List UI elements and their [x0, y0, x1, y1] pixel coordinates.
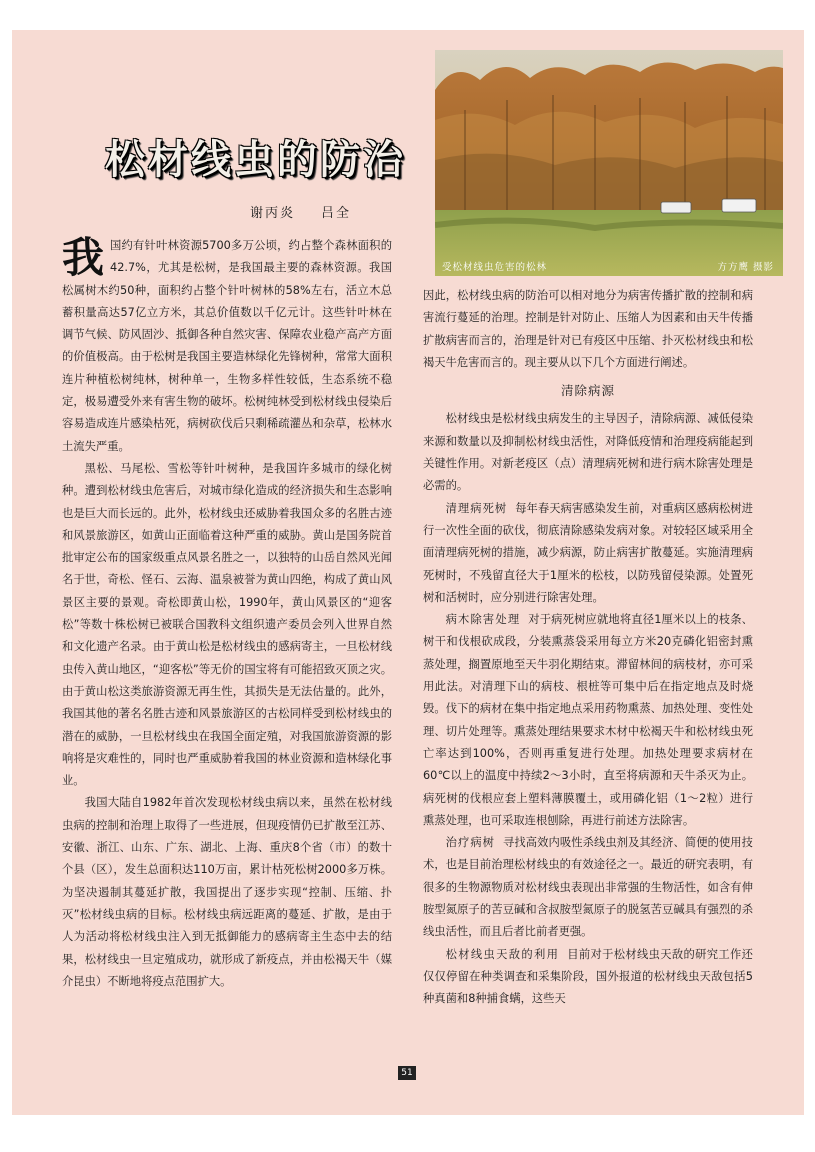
author-name: 吕全 [321, 206, 352, 221]
body-paragraph: 我国约有针叶林资源5700多万公顷，约占整个森林面积的42.7%，尤其是松树，是我国最主要的森林资源。我国松属树木约50种，面积约占整个针叶树林的58%左右，活立木总蓄积量高达57亿立方米，其总价值数以千亿元计。这些针叶林在调节气候、防风固沙、抵御各种自然灾害、保障农业稳产高产方面的价值极高。由于松树是我国主要造林绿化先锋树种，常常大面积连片种植松树纯林，树种单一，生物多样性较低，生态系统不稳定，极易遭受外来有害生物的破坏。松树纯林受到松材线虫侵染后容易造成连片感染枯死，病树砍伐后只剩稀疏灌丛和杂草，松林水土流失严重。 [62, 233, 392, 453]
body-paragraph: 我国大陆自1982年首次发现松材线虫病以来，虽然在松材线虫病的控制和治理上取得了一些进展，但现疫情仍已扩散至江苏、安徽、浙江、山东、广东、湖北、上海、重庆8个省（市）的数十个县（区），发生总面积达110万亩，累计枯死松树2000多万株。为坚决遏制其蔓延扩散，我国提出了逐步实现“控制、压缩、扑灭”松材线虫病的目标。松材线虫病远距离的蔓延、扩散，是由于人为活动将松材线虫注入到无抵御能力的感病寄主生态中去的结果，松材线虫一旦定殖成功，就形成了新疫点，并由松褐天牛（媒介昆虫）不断地将疫点范围扩大。 [62, 796, 392, 988]
subsection-paragraph: 治疗病树 寻找高效内吸性杀线虫剂及其经济、简便的使用技术，也是目前治理松材线虫的有效途径之一。最近的研究表明，有很多的生物源物质对松材线虫表现出非常强的生物活性，如含有伸胺型氮原子的苦豆碱和含叔胺型氮原子的脱氢苦豆碱具有强烈的杀线虫活性，而且后者比前者更强。 [423, 836, 753, 939]
left-column [62, 235, 392, 993]
section-heading: 清除病源 [560, 383, 615, 399]
page-number: 51 [398, 1066, 416, 1080]
article-authors [250, 202, 351, 221]
subsection-paragraph: 清理病死树 每年春天病害感染发生前，对重病区感病松树进行一次性全面的砍伐，彻底清除感染发病对象。对较轻区域采用全面清理病死树的措施，减少病源，防止病害扩散蔓延。实施清理病死树时，不残留直径大于1厘米的松枝，以防残留侵染源。处置死树和活树时，应分别进行除害处理。 [423, 501, 753, 604]
subsection-heading: 病木除害处理 [445, 613, 521, 627]
body-paragraph: 松材线虫是松材线虫病发生的主导因子，清除病源、减低侵染来源和数量以及抑制松材线虫活性，对降低疫情和治理疫病能起到关键性作用。对新老疫区（点）清理病死树和进行病木除害处理是必需的。 [423, 412, 753, 493]
subsection-heading: 清理病死树 [445, 501, 508, 515]
photo-credit: 方方鹰 摄影 [717, 262, 774, 273]
subsection-heading: 治疗病树 [445, 836, 496, 850]
forest-photo [435, 50, 783, 276]
subsection-heading: 松材线虫天敌的利用 [445, 947, 560, 961]
right-column [423, 285, 753, 1011]
drop-cap: 我 [62, 233, 105, 282]
body-paragraph: 黑松、马尾松、雪松等针叶树种，是我国许多城市的绿化树种。遭到松材线虫危害后，对城市绿化造成的经济损失和生态影响也是巨大而长远的。此外，松材线虫还威胁着我国众多的名胜古迹和风景旅游区，如黄山正面临着这种严重的威胁。黄山是国务院首批审定公布的国家级重点风景名胜之一，以独特的山岳自然风光闻名于世，奇松、怪石、云海、温泉被誉为黄山四绝，构成了黄山风景区主要的景观。奇松即黄山松，1990年，黄山风景区的“迎客松”等数十株松树已被联合国教科文组织遗产委员会列入世界自然和文化遗产名录。由于黄山松是松材线虫的感病寄主，一旦松材线虫传入黄山地区，“迎客松”等无价的国宝将有可能招致灭顶之灾。由于黄山松这类旅游资源无再生性，其损失是无法估量的。此外，我国其他的著名名胜古迹和风景旅游区的古松同样受到松材线虫的潜在的威胁，一旦松材线虫在我国全面定殖，对我国旅游资源的影响将是灾难性的，同时也严重威胁着我国的林业资源和造林绿化事业。 [62, 461, 392, 788]
photo-caption-text: 受松材线虫危害的松林 [442, 262, 548, 273]
author-name: 谢丙炎 [250, 206, 296, 221]
photo-caption [440, 259, 780, 273]
body-paragraph: 因此，松材线虫病的防治可以相对地分为病害传播扩散的控制和病害流行蔓延的治理。控制是针对防止、压缩人为因素和由天牛传播扩散病害而言的，治理是针对已有疫区中压缩、扑灭松材线虫和松褐天牛危害而言的。现主要从以下几个方面进行阐述。 [423, 289, 753, 369]
subsection-paragraph: 病木除害处理 对于病死树应就地将直径1厘米以上的枝条、树干和伐根砍成段，分装熏蒸袋采用每立方米20克磷化铝密封熏蒸处理，搁置原地至天牛羽化期结束。滞留林间的病枝材，亦可采用此法。对清理下山的病枝、根桩等可集中后在指定地点及时烧毁。伐下的病材在集中指定地点采用药物熏蒸、加热处理、变性处理、切片处理等。熏蒸处理结果要求木材中松褐天牛和松材线虫死亡率达到100%，否则再重复进行处理。加热处理要求病材在60℃以上的温度中持续2～3小时，直至将病源和天牛杀灭为止。病死树的伐根应套上塑料薄膜覆土，或用磷化铝（1～2粒）进行熏蒸处理，也可采取连根刨除，再进行前述方法除害。 [423, 613, 753, 827]
article-title: 松材线虫的防治 [105, 137, 406, 183]
subsection-paragraph: 松材线虫天敌的利用 目前对于松材线虫天敌的研究工作还仅仅停留在种类调查和采集阶段，国外报道的松材线虫天敌包括5种真菌和8种捕食螨，这些天 [423, 947, 753, 1006]
